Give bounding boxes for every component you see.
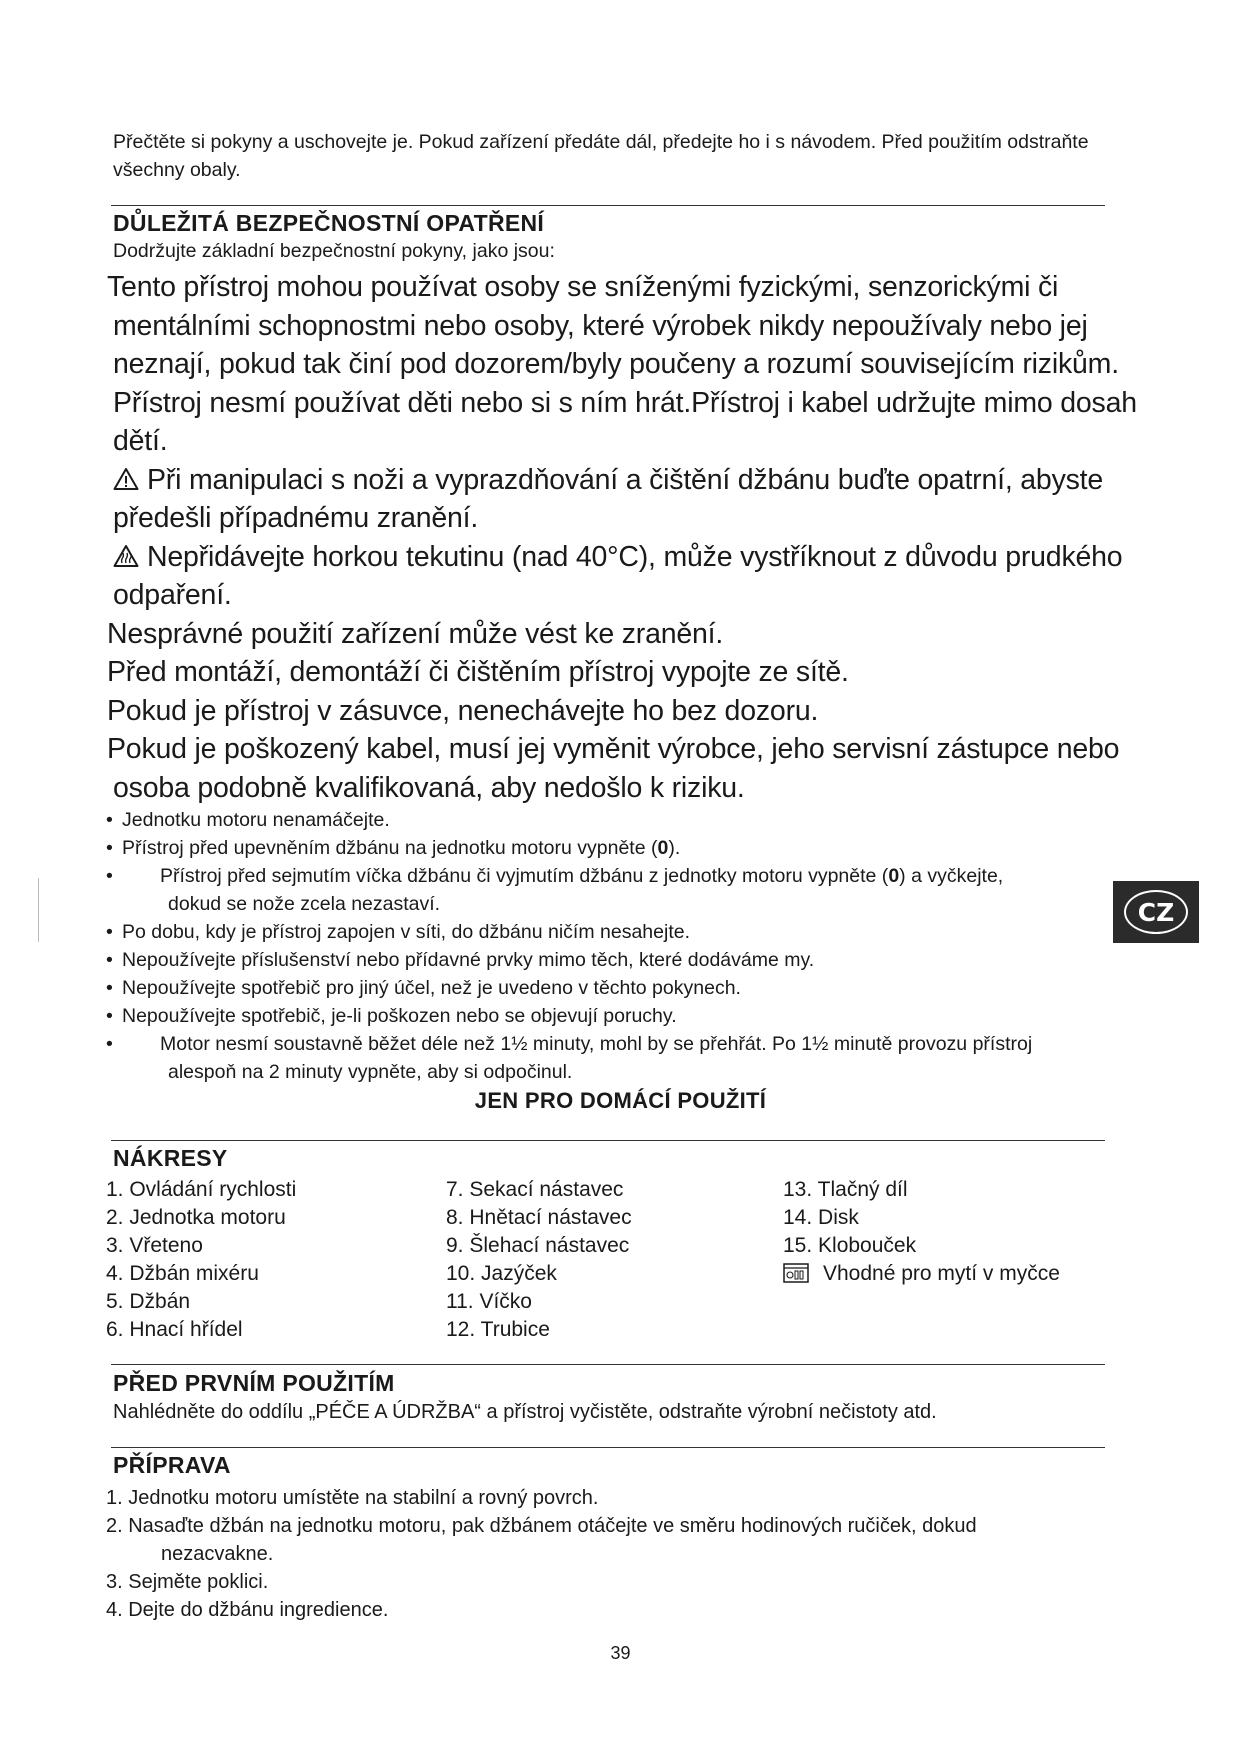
list-item: 6. Hnací hřídel [106, 1318, 243, 1341]
warning-knives-text: Při manipulaci s noži a vyprazdňování a čištění džbánu buďte opatrní, abyste předešli případnému zranění. [113, 463, 1104, 534]
list-item: 9. Šlehací nástavec [446, 1234, 630, 1257]
list-item: 13. Tlačný díl [783, 1178, 908, 1201]
dishwasher-icon [783, 1263, 809, 1283]
safety-paragraph: Tento přístroj mohou používat osoby se sníženými fyzickými, senzorickými či mentálními schopnostmi nebo osoby, které výrobek nikdy nepoužívaly nebo jej neznají, pokud tak činí pod dozorem/byly poučeny a rozumí souvisejícím rizikům. Přístroj nesmí používat děti nebo si s ním hrát.Přístroj i kabel udržujte mimo dosah dětí. [107, 271, 1137, 457]
household-use-heading: JEN PRO DOMÁCÍ POUŽITÍ [474, 1088, 767, 1113]
bullet: • [106, 1033, 113, 1055]
list-item: 3. Vřeteno [106, 1234, 203, 1257]
list-item: 4. Džbán mixéru [106, 1262, 259, 1285]
divider [111, 1140, 1105, 1141]
drawings-heading: NÁKRESY [113, 1145, 228, 1171]
safety-line: Pokud je přístroj v zásuvce, nenechávejte ho bez dozoru. [107, 694, 819, 727]
list-item: 14. Disk [783, 1206, 859, 1229]
page-number: 39 [610, 1643, 631, 1663]
parts-column-3 [783, 1176, 1060, 1288]
safety-line: Nesprávné použití zařízení může vést ke zranění. [107, 617, 724, 650]
list-item: 4. Dejte do džbánu ingredience. [106, 1599, 389, 1621]
safety-subheading: Dodržujte základní bezpečnostní pokyny, jako jsou: [113, 240, 555, 262]
list-item: • Jednotku motoru nenamáčejte. [106, 806, 1116, 834]
safety-line: Pokud je poškozený kabel, musí jej vyměnit výrobce, jeho servisní zástupce nebo osoba podobně kvalifikovaná, aby nedošlo k riziku. [107, 733, 1120, 804]
dishwasher-note [783, 1260, 1060, 1288]
safety-bullet-list [106, 806, 1116, 1086]
language-badge-label: CZ [1124, 890, 1188, 934]
list-item: 2. Nasaďte džbán na jednotku motoru, pak džbánem otáčejte ve směru hodinových ručiček, dokud nezacvakne. [106, 1515, 977, 1565]
bullet: • [106, 949, 113, 971]
scan-edge-mark [38, 878, 39, 942]
parts-column-1 [106, 1176, 296, 1344]
hot-surface-warning-icon [113, 544, 139, 568]
safety-large-text [107, 268, 1157, 807]
list-item: 12. Trubice [446, 1318, 550, 1341]
list-item: • Přístroj před sejmutím víčka džbánu či vyjmutím džbánu z jednotky motoru vypněte (0) a vyčkejte, dokud se nože zcela nezastaví. [106, 862, 1116, 918]
list-item: 2. Jednotka motoru [106, 1206, 286, 1229]
preparation-heading: PŘÍPRAVA [113, 1452, 231, 1478]
list-item: • Nepoužívejte spotřebič, je-li poškozen nebo se objevují poruchy. [106, 1002, 1116, 1030]
warning-hot-liquid [107, 538, 1157, 615]
list-item: 1. Jednotku motoru umístěte na stabilní a rovný povrch. [106, 1487, 599, 1509]
list-item: • Přístroj před upevněním džbánu na jednotku motoru vypněte (0). [106, 834, 1116, 862]
bullet: • [106, 837, 113, 859]
language-badge [1113, 881, 1199, 943]
warning-triangle-icon [113, 467, 139, 491]
bullet: • [106, 977, 113, 999]
divider [111, 1447, 1105, 1448]
warning-knives [107, 461, 1157, 538]
list-item: 10. Jazýček [446, 1262, 557, 1285]
divider [111, 205, 1105, 206]
bullet: • [106, 1005, 113, 1027]
bullet: • [106, 865, 113, 887]
list-item: 7. Sekací nástavec [446, 1178, 624, 1201]
list-item: • Nepoužívejte příslušenství nebo přídavné prvky mimo těch, které dodáváme my. [106, 946, 1116, 974]
list-item: 8. Hnětací nástavec [446, 1206, 632, 1229]
first-use-heading: PŘED PRVNÍM POUŽITÍM [113, 1370, 395, 1396]
safety-heading: DŮLEŽITÁ BEZPEČNOSTNÍ OPATŘENÍ [113, 210, 545, 236]
list-item: 15. Klobouček [783, 1234, 917, 1257]
bullet: • [106, 809, 113, 831]
warning-hot-liquid-text: Nepřidávejte horkou tekutinu (nad 40°C), může vystříknout z důvodu prudkého odpaření. [113, 540, 1123, 611]
list-item: • Motor nesmí soustavně běžet déle než 1½ minuty, mohl by se přehřát. Po 1½ minutě provozu přístroj alespoň na 2 minuty vypněte, aby si odpočinul. [106, 1030, 1116, 1086]
dishwasher-note-text: Vhodné pro mytí v myčce [823, 1262, 1060, 1285]
list-item: 1. Ovládání rychlosti [106, 1178, 297, 1201]
divider [111, 1364, 1105, 1365]
preparation-steps [106, 1484, 1106, 1624]
list-item: • Po dobu, kdy je přístroj zapojen v síti, do džbánu ničím nesahejte. [106, 918, 1116, 946]
safety-line: Před montáží, demontáží či čištěním přístroj vypojte ze sítě. [107, 656, 849, 688]
list-item: 11. Víčko [446, 1290, 532, 1313]
list-item: 3. Sejměte poklici. [106, 1571, 269, 1593]
intro-text: Přečtěte si pokyny a uschovejte je. Pokud zařízení předáte dál, předejte ho i s návodem. Před použitím odstraňte všechny obaly. [113, 131, 1089, 181]
list-item: • Nepoužívejte spotřebič pro jiný účel, než je uvedeno v těchto pokynech. [106, 974, 1116, 1002]
bullet: • [106, 921, 113, 943]
parts-column-2 [446, 1176, 632, 1344]
list-item: 5. Džbán [106, 1290, 191, 1313]
first-use-text: Nahlédněte do oddílu „PÉČE A ÚDRŽBA“ a přístroj vyčistěte, odstraňte výrobní nečistoty atd. [113, 1401, 937, 1423]
